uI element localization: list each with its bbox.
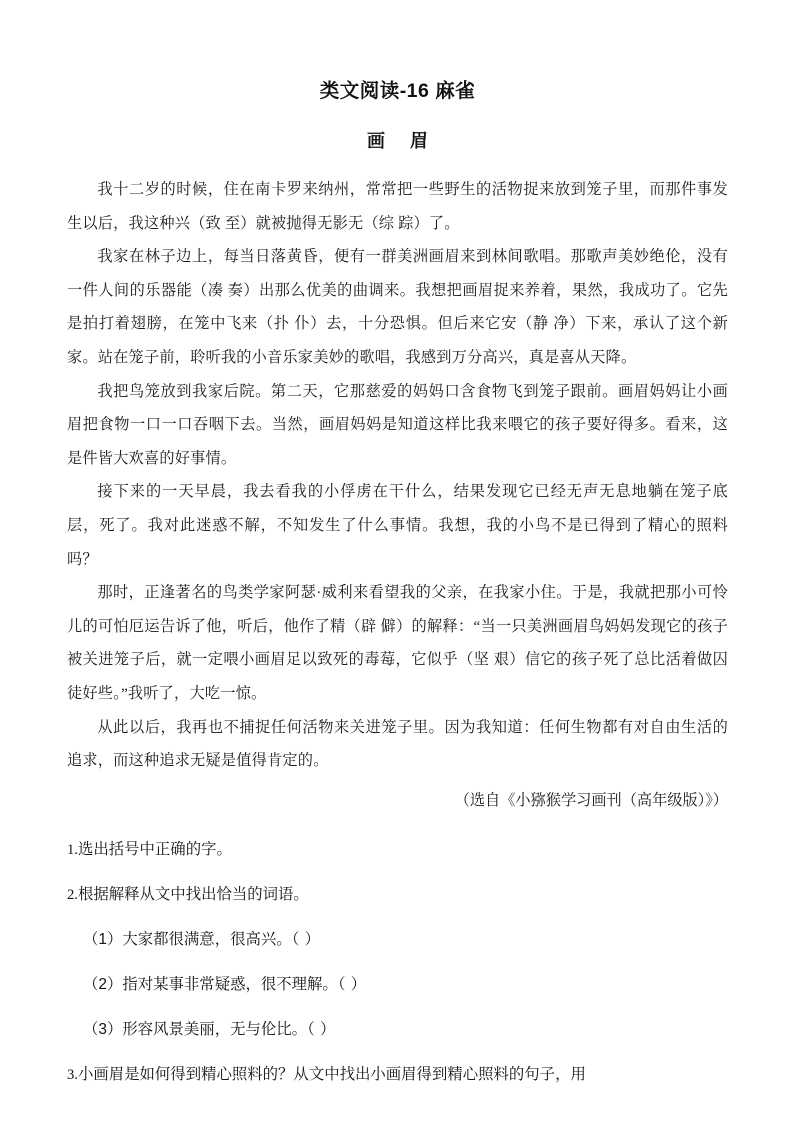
answer-blank[interactable]: （ ） bbox=[307, 1021, 336, 1039]
article-body bbox=[67, 173, 728, 817]
article-paragraph: 我家在林子边上，每当日落黄昏，便有一群美洲画眉来到林间歌唱。那歌声美妙绝伦，没有一件人间的乐器能（凑 奏）出那么优美的曲调来。我想把画眉捉来养着，果然，我成功了。它先是拍打着翅膀，在笼中飞来（扑 仆）去，十分恐惧。但后来它安（静 净）下来，承认了这个新家。站在笼子前，聆听我的小音乐家美妙的歌唱，我感到万分高兴，真是喜从天降。 bbox=[67, 248, 728, 366]
article-paragraph: 接下来的一天早晨，我去看我的小俘虏在干什么，结果发现它已经无声无息地躺在笼子底层，死了。我对此迷惑不解，不知发生了什么事情。我想，我的小鸟不是已得到了精心的照料吗？ bbox=[67, 483, 728, 568]
subitem-text: 指对某事非常疑惑，很不理解。 bbox=[122, 976, 338, 994]
question-item bbox=[67, 1064, 728, 1086]
question-text: 选出括号中正确的字。 bbox=[77, 841, 232, 859]
article-paragraph: 我把鸟笼放到我家后院。第二天，它那慈爱的妈妈口含食物飞到笼子跟前。画眉妈妈让小画眉把食物一口一口吞咽下去。当然，画眉妈妈是知道这样比我来喂它的孩子要好得多。看来，这是件皆大欢喜的好事情。 bbox=[67, 382, 728, 467]
question-subitem bbox=[67, 1019, 728, 1041]
question-subitem bbox=[67, 974, 728, 996]
subitem-text: 大家都很满意，很高兴。 bbox=[122, 931, 292, 949]
subitem-label: （3） bbox=[83, 1021, 123, 1039]
article-subtitle: 画 眉 bbox=[366, 131, 438, 151]
subitem-label: （1） bbox=[83, 931, 123, 949]
question-number: 1. bbox=[67, 842, 78, 859]
question-number: 2. bbox=[67, 887, 78, 904]
answer-blank[interactable]: （ ） bbox=[337, 976, 367, 994]
question-item bbox=[67, 839, 728, 861]
document-content bbox=[67, 0, 728, 1086]
answer-blank[interactable]: （ ） bbox=[291, 931, 321, 949]
article-source: （选自《小猕猴学习画刊（高年级版）》） bbox=[454, 791, 728, 809]
question-subitem bbox=[67, 929, 728, 951]
article-paragraph: 那时，正逢著名的鸟类学家阿瑟·威利来看望我的父亲，在我家小住。于是，我就把那小可怜儿的可怕厄运告诉了他，听后，他作了精（辟 僻）的解释：“当一只美洲画眉鸟妈妈发现它的孩子被关进笼子后，就一定喂小画眉足以致死的毒莓，它似乎（坚 艰）信它的孩子死了总比活着做囚徒好些。”我听了，大吃一惊。 bbox=[67, 584, 728, 702]
article-paragraph: 从此以后，我再也不捕捉任何活物来关进笼子里。因为我知道：任何生物都有对自由生活的追求，而这种追求无疑是值得肯定的。 bbox=[67, 718, 728, 770]
question-item bbox=[67, 884, 728, 906]
subitem-text: 形容风景美丽，无与伦比。 bbox=[122, 1021, 308, 1039]
page-title: 类文阅读-16 麻雀 bbox=[319, 80, 476, 102]
question-text: 小画眉是如何得到精心照料的？从文中找出小画眉得到精心照料的句子，用 bbox=[77, 1066, 586, 1084]
questions-section bbox=[67, 839, 728, 1086]
question-number: 3. bbox=[67, 1067, 78, 1084]
subitem-label: （2） bbox=[83, 976, 123, 994]
question-text: 根据解释从文中找出恰当的词语。 bbox=[77, 886, 309, 904]
article-paragraph: 我十二岁的时候，住在南卡罗来纳州，常常把一些野生的活物捉来放到笼子里，而那件事发生以后，我这种兴（致 至）就被抛得无影无（综 踪）了。 bbox=[67, 181, 728, 232]
